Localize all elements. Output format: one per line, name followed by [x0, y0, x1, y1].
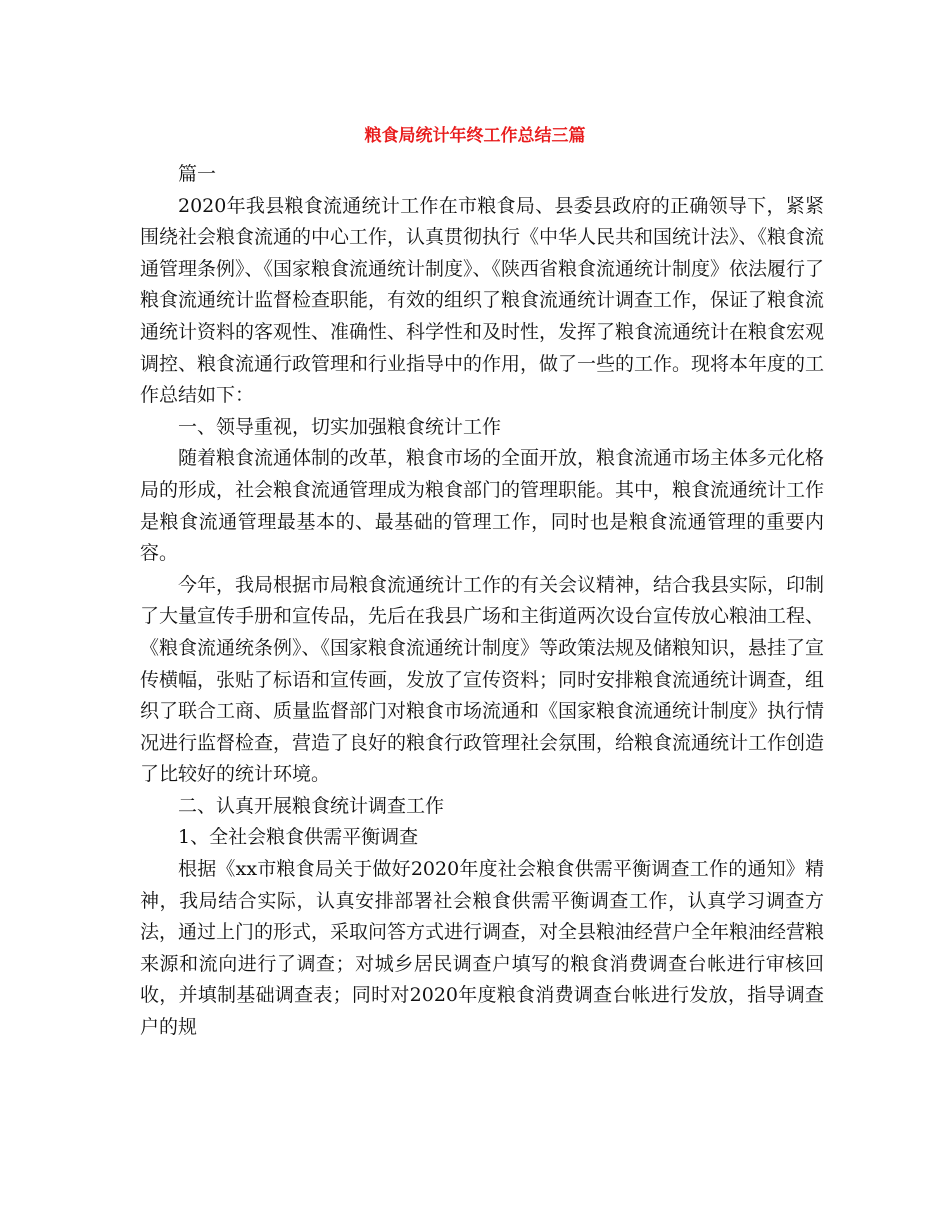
body-paragraph: 今年，我局根据市局粮食流通统计工作的有关会议精神，结合我县实际，印制了大量宣传手册和宣传品，先后在我县广场和主街道两次设台宣传放心粮油工程、《粮食流通统条例》、《国家粮食流通统计制度》等政策法规及储粮知识，悬挂了宣传横幅，张贴了标语和宣传画，发放了宣传资料；同时安排粮食流通统计调查，组织了联合工商、质量监督部门对粮食市场流通和《国家粮食流通统计制度》执行情况进行监督检查，营造了良好的粮食行政管理社会氛围，给粮食流通统计工作创造了比较好的统计环境。 — [140, 573, 825, 786]
document-body — [140, 159, 824, 1044]
body-paragraph: 根据《xx市粮食局关于做好2020年度社会粮食供需平衡调查工作的通知》精神，我局结合实际，认真安排部署社会粮食供需平衡调查工作，认真学习调查方法，通过上门的形式，采取问答方式进行调查，对全县粮油经营户全年粮油经营粮来源和流向进行了调查；对城乡居民调查户填写的粮食消费调查台帐进行审核回收，并填制基础调查表；同时对2020年度粮食消费调查台帐进行发放，指导调查户的规 — [140, 858, 825, 1039]
subsection-heading: 1、全社会粮食供需平衡调查 — [178, 826, 419, 849]
body-paragraph: 随着粮食流通体制的改革，粮食市场的全面开放，粮食流通市场主体多元化格局的形成，社会粮食流通管理成为粮食部门的管理职能。其中，粮食流通统计工作是粮食流通管理最基本的、最基础的管理工作，同时也是粮食流通管理的重要内容。 — [140, 447, 825, 565]
section-heading: 一、领导重视，切实加强粮食统计工作 — [178, 415, 502, 438]
document-title: 粮食局统计年终工作总结三篇 — [364, 126, 586, 146]
section-heading-part-one: 篇一 — [178, 163, 217, 185]
section-heading: 二、认真开展粮食统计调查工作 — [178, 794, 445, 817]
body-paragraph: 2020年我县粮食流通统计工作在市粮食局、县委县政府的正确领导下，紧紧围绕社会粮食流通的中心工作，认真贯彻执行《中华人民共和国统计法》、《粮食流通管理条例》、《国家粮食流通统计制度》、《陕西省粮食流通统计制度》依法履行了粮食流通统计监督检查职能，有效的组织了粮食流通统计调查工作，保证了粮食流通统计资料的客观性、准确性、科学性和及时性，发挥了粮食流通统计在粮食宏观调控、粮食流通行政管理和行业指导中的作用，做了一些的工作。现将本年度的工作总结如下： — [140, 194, 825, 407]
